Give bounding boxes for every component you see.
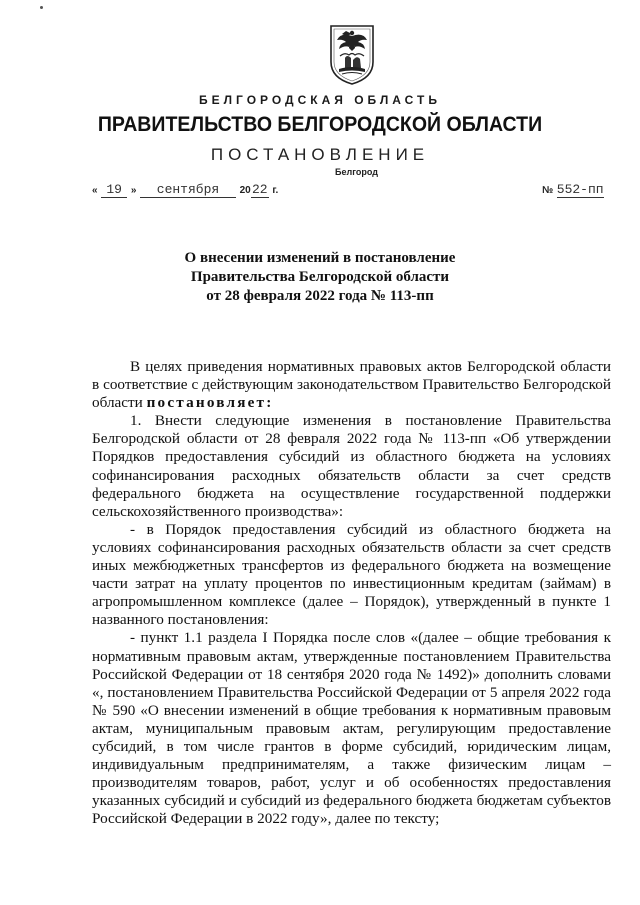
belgorod-coat-of-arms-icon [327,22,377,86]
date-year-suffix: 22 [251,182,268,197]
document-date [92,181,278,198]
date-month: сентября [140,182,236,198]
scan-speck [40,6,43,9]
body-paragraph-clause-1-1: - пункт 1.1 раздела I Порядка после слов «(далее – общие требования к нормативным правовым актам, утвержденные постановлением Правительства Российской Федерации от 18 сентября 2020 года № 1492)» дополнить словами «, постановлением Правительства Российской Федерации от 5 апреля 2022 года № 590 «О внесении изменений в общие требования к нормативным правовым актам, муниципальным правовым актам, регулирующим предоставление субсидий, в том числе грантов в форме субсидий, юридическим лицам, индивидуальным предпринимателям, а также физическим лицам – производителям товаров, работ, услуг и об особенностях предоставления указанных субсидий и субсидий из федерального бюджета бюджетам субъектов Российской Федерации в 2022 году», далее по тексту; [92,629,611,828]
preamble-text: В целях приведения нормативных правовых актов Белгородской области в соответствие с действующим законодательством Правительство Белгородской области [92,358,611,412]
document-body [92,358,611,828]
date-year-prefix: 20 [239,185,251,196]
date-year-abbr: г. [272,185,279,196]
date-close-quote: » [130,185,137,196]
region-heading: БЕЛГОРОДСКАЯ ОБЛАСТЬ [199,93,441,107]
decree-word: постановляет: [146,394,274,412]
city-label: Белгород [335,167,378,177]
document-type-heading: ПОСТАНОВЛЕНИЕ [210,145,430,164]
document-number [542,181,604,197]
title-line-3: от 28 февраля 2022 года № 113-пп [206,288,434,304]
body-paragraph-procedure: - в Порядок предоставления субсидий из областного бюджета на условиях софинансирования расходных обязательств области за счет средств иных межбюджетных трансфертов из федерального бюджета на возмещение части затрат на уплату процентов по инвестиционным кредитам (займам) в агропромышленном комплексе (далее – Порядок), утвержденный в пункте 1 названного постановления: [92,520,611,629]
government-heading: ПРАВИТЕЛЬСТВО БЕЛГОРОДСКОЙ ОБЛАСТИ [97,113,543,136]
body-paragraph-item-1: 1. Внести следующие изменения в постановление Правительства Белгородской области от 28 февраля 2022 года № 113-пп «Об утверждении Порядков предоставления субсидий из областного бюджета на условиях софинансирования расходных обязательств области за счет средств федерального бюджета на осуществление государственной поддержки сельскохозяйственного производства»: [92,412,611,520]
body-paragraph-preamble [92,358,611,412]
number-value: 552-пп [556,182,604,197]
document-title [0,249,640,306]
date-open-quote: « [92,185,98,196]
number-sign: № [542,185,554,196]
date-day: 19 [101,182,127,198]
title-line-1: О внесении изменений в постановление [184,250,456,266]
title-line-2: Правительства Белгородской области [190,269,450,285]
